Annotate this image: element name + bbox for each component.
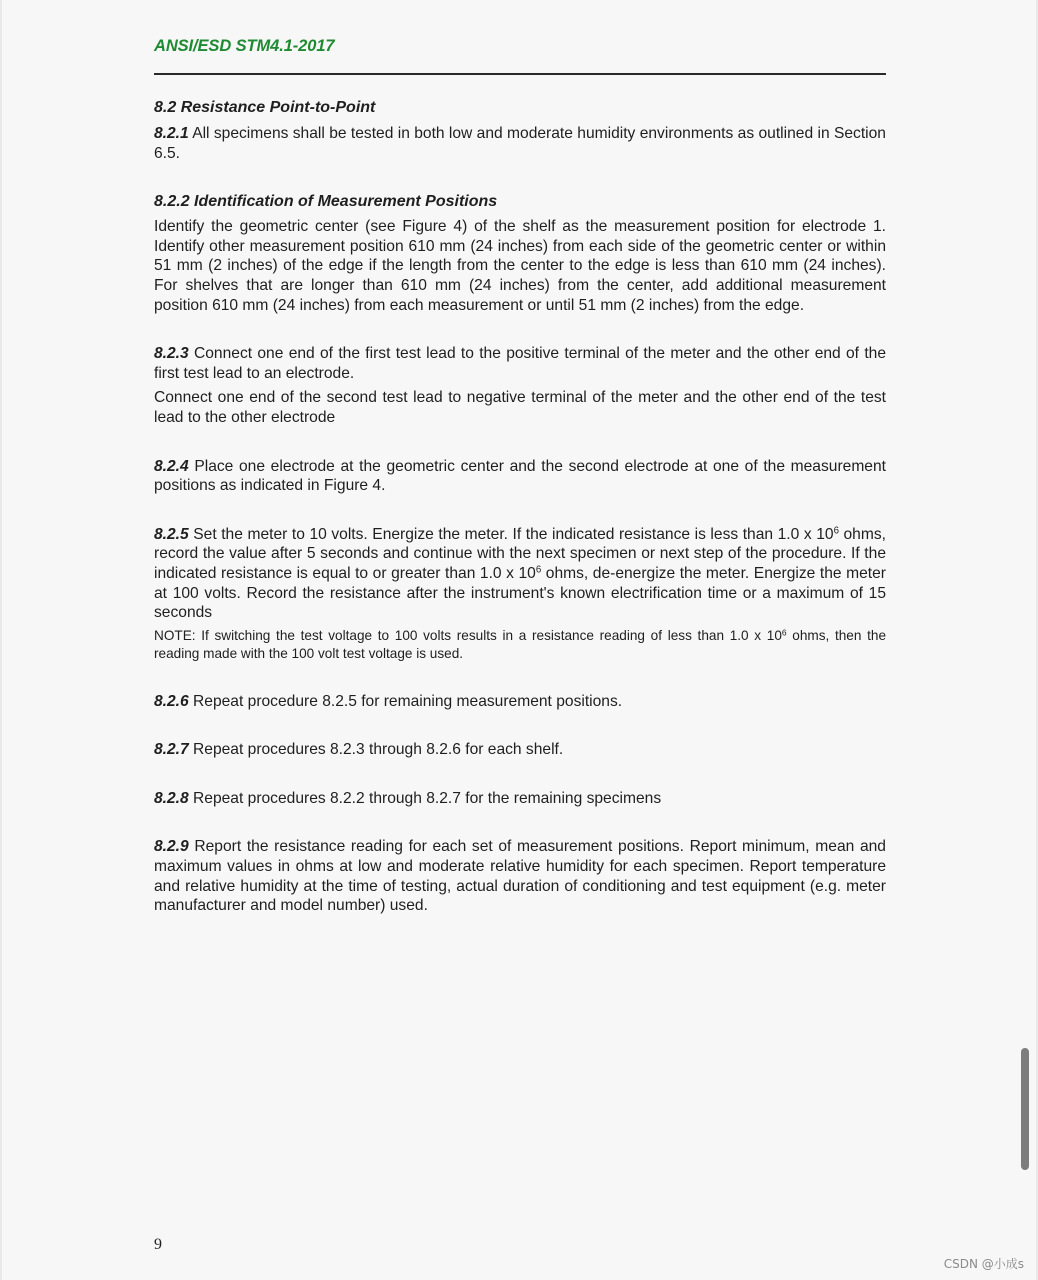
paragraph-text: All specimens shall be tested in both low and moderate humidity environments as outlined in Section 6.5. — [154, 125, 886, 162]
section-number: 8.2.1 — [154, 125, 189, 142]
superscript: 6 — [833, 525, 839, 537]
section-number: 8.2.5 — [154, 525, 189, 543]
note-text: ohms, then the reading made with the 100 volt test voltage is used. — [154, 627, 887, 661]
section-number: 8.2.9 — [154, 838, 189, 856]
paragraph-text: Set the meter to 10 volts. Energize the meter. If the indicated resistance is less than 1.0 x 10 — [193, 525, 834, 543]
paragraph-8-2-5 — [154, 525, 886, 623]
paragraph-text: Report the resistance reading for each set of measurement positions. Report minimum, mean and maximum values in ohms at low and moderate relative humidity for each specimen. Report temperature and relative humidity at the time of testing, actual duration of conditioning and test equipment (e.g. meter manufacturer and model number) used. — [154, 838, 886, 915]
section-number: 8.2.7 — [154, 741, 189, 759]
paragraph-8-2-8 — [154, 789, 886, 809]
section-heading-8-2-2: 8.2.2 Identification of Measurement Positions — [154, 193, 498, 211]
paragraph-text: Connect one end of the first test lead to the positive terminal of the meter and the other end of the first test lead to an electrode. — [154, 345, 886, 382]
section-number: 8.2.8 — [154, 789, 189, 807]
page-content — [154, 98, 886, 916]
note-text: NOTE: If switching the test voltage to 100 volts results in a resistance reading of less than 1.0 x 10 — [154, 627, 782, 643]
note-8-2-5 — [154, 627, 886, 663]
scrollbar-thumb[interactable] — [1021, 1048, 1029, 1170]
paragraph-text: Repeat procedure 8.2.5 for remaining measurement positions. — [193, 692, 623, 710]
paragraph-text: ohms, record the value after 5 seconds and continue with the next specimen or next step of the procedure. If the indicated resistance is equal to or greater than 1.0 x 10 — [154, 525, 886, 582]
superscript: 6 — [781, 627, 787, 638]
watermark: CSDN @小成s — [943, 1257, 1024, 1271]
paragraph-text: Repeat procedures 8.2.2 through 8.2.7 for the remaining specimens — [193, 789, 662, 807]
section-heading-8-2: 8.2 Resistance Point-to-Point — [154, 99, 376, 116]
paragraph-8-2-2: Identify the geometric center (see Figure 4) of the shelf as the measurement position for electrode 1. Identify other measurement position 610 mm (24 inches) from each side of the geometric center or within 51 mm (2 inches) of the edge if the length from the center to the edge is less than 610 mm (24 inches). For shelves that are longer than 610 mm (24 inches) from the center, add additional measurement position 610 mm (24 inches) from each measurement or until 51 mm (2 inches) from the edge. — [154, 218, 886, 314]
header-rule — [154, 73, 886, 75]
paragraph-text: Repeat procedures 8.2.3 through 8.2.6 for each shelf. — [193, 741, 564, 759]
section-number: 8.2.4 — [154, 457, 189, 475]
paragraph-8-2-4 — [154, 457, 886, 496]
paragraph-8-2-1 — [154, 124, 886, 163]
header-title: ANSI/ESD STM4.1-2017 — [154, 37, 335, 55]
paragraph-8-2-9 — [154, 837, 886, 915]
page-number: 9 — [154, 1236, 162, 1253]
paragraph-8-2-3 — [154, 344, 886, 383]
document-page — [2, 0, 1036, 1280]
paragraph-8-2-7 — [154, 740, 886, 760]
paragraph-8-2-3-continued: Connect one end of the second test lead to negative terminal of the meter and the other end of the test lead to the other electrode — [154, 389, 886, 426]
section-number: 8.2.6 — [154, 692, 189, 710]
paragraph-text: ohms, de-energize the meter. Energize the meter at 100 volts. Record the resistance after the instrument's known electrification time or a maximum of 15 seconds — [154, 564, 886, 622]
superscript: 6 — [535, 564, 542, 576]
paragraph-8-2-6 — [154, 692, 886, 712]
section-number: 8.2.3 — [154, 345, 189, 363]
paragraph-text: Place one electrode at the geometric center and the second electrode at one of the measurement positions as indicated in Figure 4. — [154, 457, 886, 495]
